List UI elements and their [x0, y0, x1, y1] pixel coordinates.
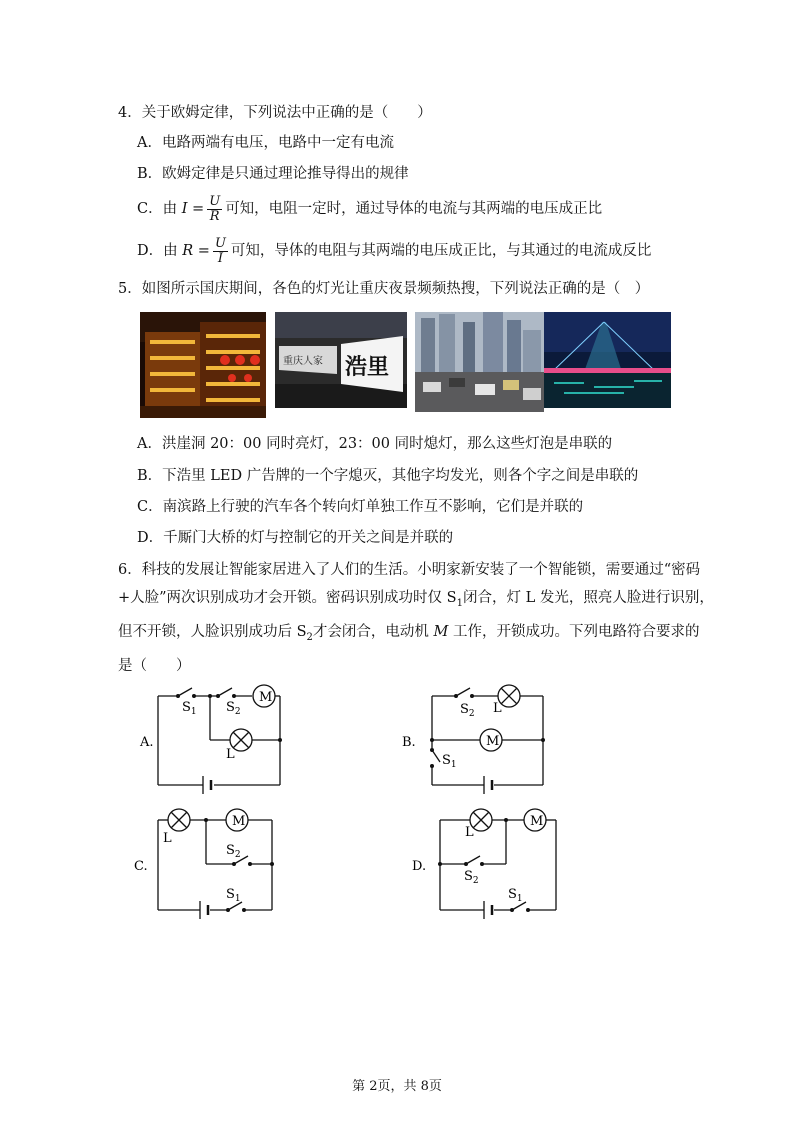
circuit-c — [130, 806, 290, 931]
circuit-a-s2-label: $S_2$ — [226, 700, 241, 717]
circuit-b-s2-label: $S_2$ — [460, 702, 475, 719]
q5-option-b: B．下浩里 LED 广告牌的一个字熄灭，其他字均发光，则各个字之间是串联的 — [137, 468, 639, 484]
circuit-b-letter: B. — [402, 735, 416, 750]
led-sign-left-text: 重庆人家 — [283, 356, 323, 367]
circuit-b-lamp-label: L — [493, 701, 502, 716]
q4-option-d — [137, 235, 651, 267]
circuit-a-lamp-label: L — [226, 747, 235, 762]
circuit-a-s1-label: $S_1$ — [182, 700, 197, 717]
q4-c-lhs: I = — [181, 201, 205, 217]
circuit-c-s1-label: $S_1$ — [226, 887, 241, 904]
q6-line-3c: 工作，开锁成功。下列电路符合要求的 — [453, 623, 700, 640]
q6-line-3-m: M — [433, 623, 449, 640]
q4-option-c — [137, 193, 602, 225]
q5-stem: 5．如图所示国庆期间，各色的灯光让重庆夜景频频热搜，下列说法正确的是（ ） — [118, 281, 650, 297]
circuit-a-motor-label: M — [259, 690, 273, 705]
q4-option-a: A．电路两端有电压，电路中一定有电流 — [137, 135, 394, 151]
q4-c-prefix: C．由 — [137, 201, 178, 217]
q5-option-d: D．千厮门大桥的灯与控制它的开关之间是并联的 — [137, 530, 454, 546]
circuit-d-motor-label: M — [530, 814, 544, 829]
q4-c-suffix: 可知，电阻一定时，通过导体的电流与其两端的电压成正比 — [225, 201, 603, 217]
q6-line-2a: +人脸”两次识别成功才会开锁。密码识别成功时仅 S — [118, 590, 457, 606]
q4-stem: 4．关于欧姆定律，下列说法中正确的是（ ） — [118, 105, 432, 121]
circuit-c-lamp-label: L — [163, 831, 172, 846]
circuit-c-letter: C. — [134, 859, 148, 874]
circuit-d-lamp-label: L — [465, 825, 474, 840]
q6-line-2-sub: 1 — [456, 597, 463, 609]
q6-line-2 — [118, 584, 714, 618]
circuit-c-s2-label: $S_2$ — [226, 843, 241, 860]
q5-option-a: A．洪崖洞 20：00 同时亮灯，23：00 同时熄灯，那么这些灯泡是串联的 — [137, 436, 613, 452]
q6-line-4: 是（ ） — [118, 657, 191, 674]
circuit-d — [410, 806, 570, 931]
circuit-c-motor-label: M — [232, 814, 246, 829]
q6-stem — [118, 556, 714, 680]
led-sign-right-text: 浩里 — [345, 355, 390, 380]
circuit-a-letter: A. — [140, 735, 154, 750]
photo-street — [415, 312, 544, 418]
circuit-a — [130, 678, 300, 803]
q4-c-fraction — [207, 195, 222, 224]
q6-line-3b: 才会闭合，电动机 — [312, 623, 429, 640]
q6-line-3a: 但不开锁，人脸识别成功后 S — [118, 623, 307, 640]
q6-line-2b: 闭合，灯 L 发光，照亮人脸进行识别， — [462, 590, 714, 606]
q5-option-c: C．南滨路上行驶的汽车各个转向灯单独工作互不影响，它们是并联的 — [137, 499, 584, 515]
q4-d-lhs: R = — [182, 243, 210, 259]
circuit-d-letter: D. — [412, 859, 427, 874]
page-footer: 第 2页，共 8页 — [352, 1079, 442, 1094]
circuit-b — [400, 678, 560, 803]
circuit-d-s2-label: $S_2$ — [464, 869, 479, 886]
photo-hongyadong — [140, 312, 266, 418]
q4-d-den: I — [217, 250, 223, 266]
q6-line-1: 6．科技的发展让智能家居进入了人们的生活。小明家新安装了一个智能锁，需要通过“密码 — [118, 562, 701, 578]
circuit-b-s1-label: $S_1$ — [442, 753, 457, 770]
q4-d-suffix: 可知，导体的电阻与其两端的电压成正比，与其通过的电流成反比 — [230, 243, 652, 259]
q4-option-b: B．欧姆定律是只通过理论推导得出的规律 — [137, 166, 409, 182]
q4-d-num: U — [214, 235, 226, 251]
q4-d-prefix: D．由 — [137, 243, 178, 259]
q4-c-num: U — [209, 193, 221, 209]
photo-led-sign — [275, 312, 407, 418]
q6-line-3-sub: 2 — [306, 631, 313, 643]
circuit-b-motor-label: M — [486, 734, 500, 749]
q4-d-fraction — [213, 237, 228, 266]
circuit-d-s1-label: $S_1$ — [508, 887, 523, 904]
photo-bridge — [544, 312, 671, 418]
q4-c-den: R — [209, 208, 220, 224]
q6-line-3 — [118, 618, 700, 652]
